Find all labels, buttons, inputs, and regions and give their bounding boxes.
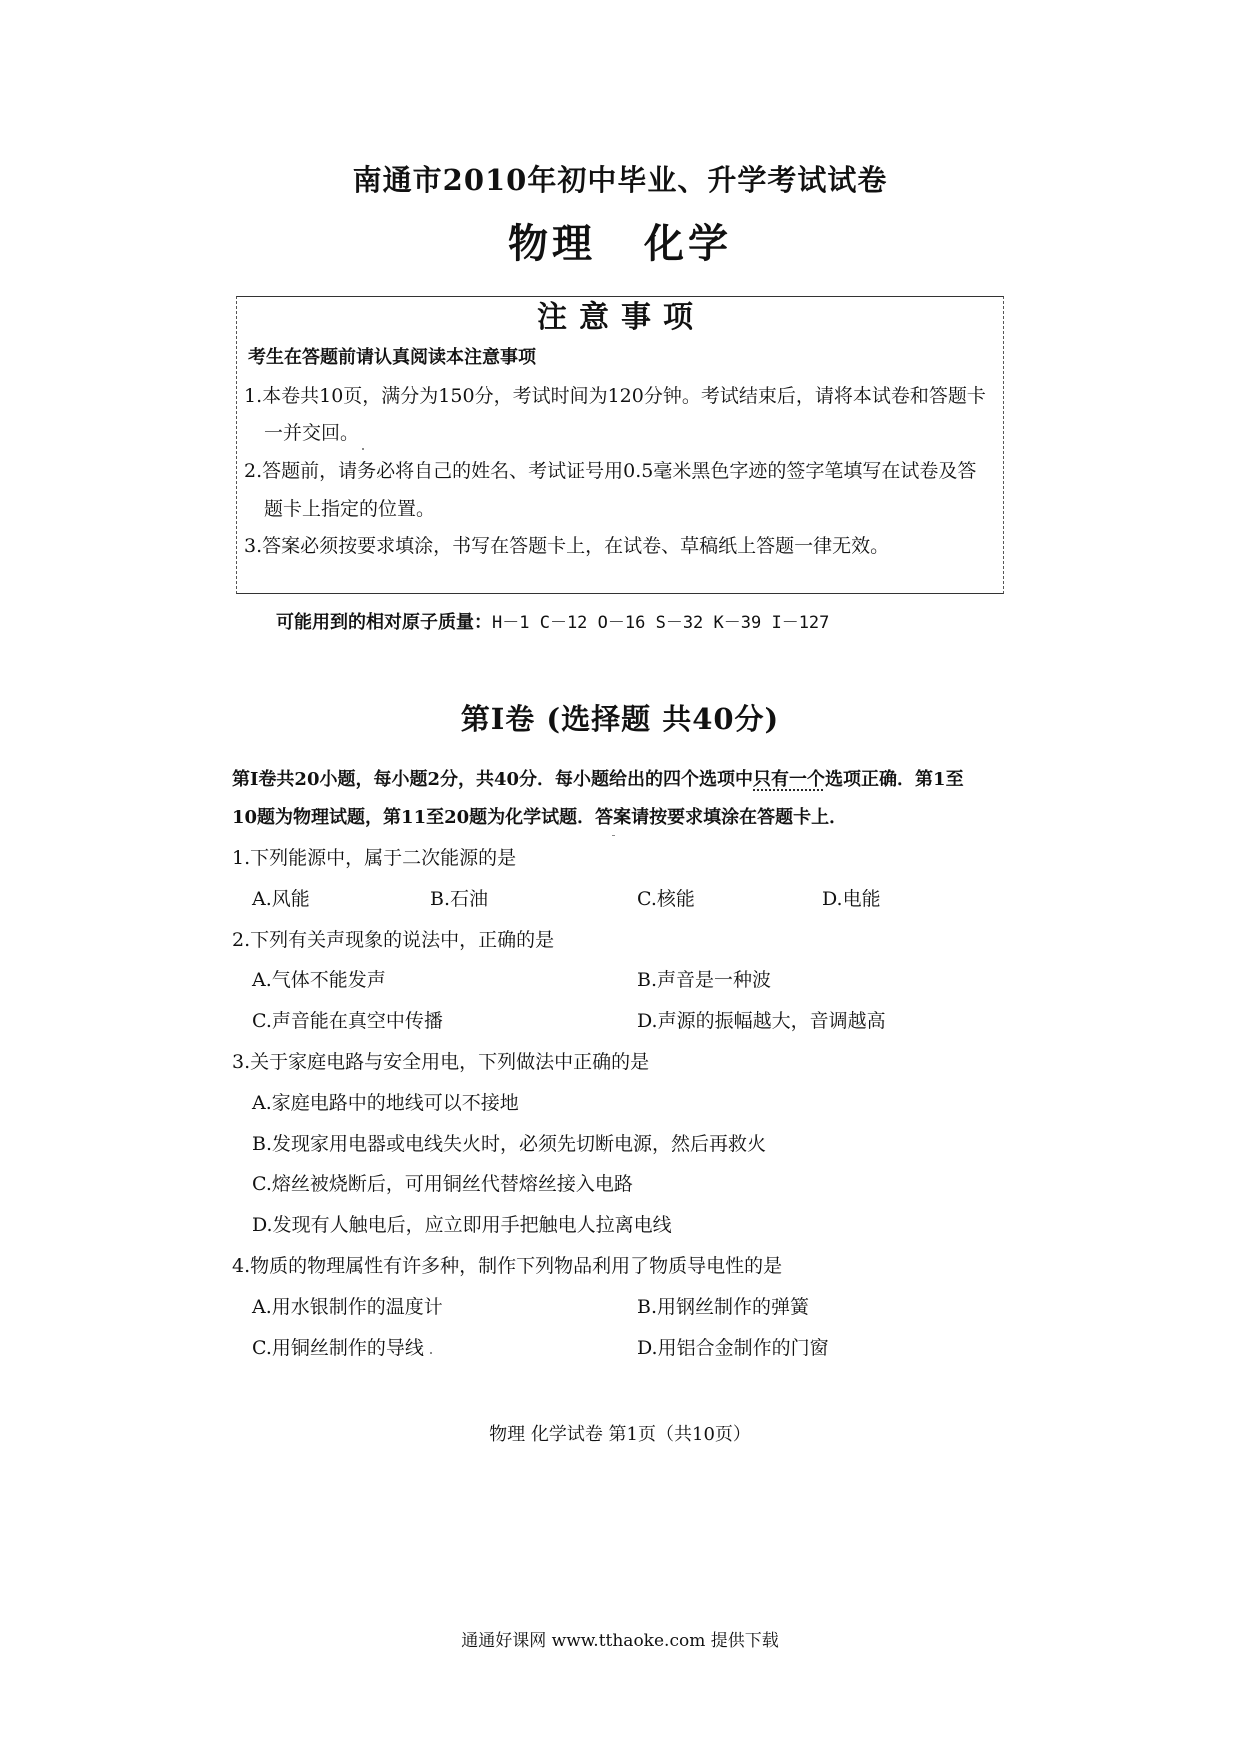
atomic-mass-values: H－1 C－12 O－16 S－32 K－39 I－127 (492, 613, 830, 633)
question-3-option-a: A.家庭电路中的地线可以不接地 (252, 1092, 519, 1114)
atomic-mass-line (276, 608, 829, 634)
question-1-option-a: A.风能 (252, 888, 310, 910)
scan-speck (362, 448, 364, 450)
notice-item-2-line-2: 题卡上指定的位置。 (264, 498, 436, 520)
exam-subject: 物理 化学 (508, 220, 732, 267)
question-1-option-b: B.石油 (430, 888, 489, 910)
question-4-option-c: C.用铜丝制作的导线 (252, 1337, 424, 1359)
question-2-stem: 2.下列有关声现象的说法中，正确的是 (232, 929, 555, 951)
instruction-line-1 (232, 765, 964, 791)
notice-intro: 考生在答题前请认真阅读本注意事项 (248, 347, 536, 368)
question-3-option-b: B.发现家用电器或电线失火时，必须先切断电源，然后再救火 (252, 1133, 767, 1155)
notice-item-2-line-1: 2.答题前，请务必将自己的姓名、考试证号用0.5毫米黑色字迹的签字笔填写在试卷及答 (244, 460, 977, 482)
scan-speck (612, 835, 615, 836)
download-credit: 通通好课网 www.tthaoke.com 提供下载 (461, 1631, 779, 1651)
question-4-stem: 4.物质的物理属性有许多种，制作下列物品利用了物质导电性的是 (232, 1255, 783, 1277)
question-1-stem: 1.下列能源中，属于二次能源的是 (232, 847, 517, 869)
question-2-option-d: D.声源的振幅越大，音调越高 (637, 1010, 886, 1032)
exam-title: 南通市2010年初中毕业、升学考试试卷 (352, 163, 888, 197)
notice-item-3-line-1: 3.答案必须按要求填涂，书写在答题卡上，在试卷、草稿纸上答题一律无效。 (244, 535, 890, 557)
scan-speck (430, 1352, 432, 1354)
page-footer: 物理 化学试卷 第1页（共10页） (489, 1424, 751, 1445)
question-3-stem: 3.关于家庭电路与安全用电，下列做法中正确的是 (232, 1051, 650, 1073)
instruction-text-a: 第Ⅰ卷共20小题，每小题2分，共40分．每小题给出的四个选项中 (232, 769, 754, 790)
instruction-line-2: 10题为物理试题，第11至20题为化学试题．答案请按要求填涂在答题卡上． (232, 807, 848, 828)
notice-heading: 注意事项 (537, 300, 705, 335)
question-2-option-c: C.声音能在真空中传播 (252, 1010, 443, 1032)
question-3-option-c: C.熔丝被烧断后，可用铜丝代替熔丝接入电路 (252, 1173, 633, 1195)
question-4-option-b: B.用钢丝制作的弹簧 (637, 1296, 810, 1318)
section-title: 第Ⅰ卷 (选择题 共40分) (460, 702, 780, 736)
question-4-option-d: D.用铝合金制作的门窗 (637, 1337, 829, 1359)
question-1-option-d: D.电能 (822, 888, 881, 910)
notice-item-1-line-2: 一并交回。 (264, 422, 360, 444)
question-1-option-c: C.核能 (637, 888, 695, 910)
question-2-option-b: B.声音是一种波 (637, 969, 772, 991)
atomic-mass-label: 可能用到的相对原子质量： (276, 612, 492, 633)
notice-item-1-line-1: 1.本卷共10页，满分为150分，考试时间为120分钟。考试结束后，请将本试卷和答题卡 (244, 385, 986, 407)
question-2-option-a: A.气体不能发声 (252, 969, 386, 991)
instruction-text-b: 选项正确．第1至 (825, 769, 964, 790)
instruction-emphasis: 只有一个 (753, 769, 826, 790)
question-3-option-d: D.发现有人触电后，应立即用手把触电人拉离电线 (252, 1214, 672, 1236)
question-4-option-a: A.用水银制作的温度计 (252, 1296, 443, 1318)
